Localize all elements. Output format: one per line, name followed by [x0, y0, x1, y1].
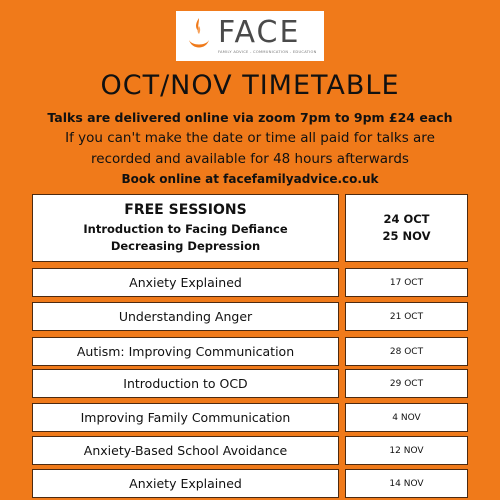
session-name: Anxiety-Based School Avoidance — [32, 436, 339, 465]
session-date: 29 OCT — [345, 369, 468, 398]
free-sessions-dates — [345, 194, 468, 262]
recording-info-line1: If you can't make the date or time all paid for talks are — [65, 130, 435, 146]
logo-tagline: FAMILY ADVICE - COMMUNICATION - EDUCATION — [218, 50, 317, 54]
logo-word: FACE — [218, 15, 301, 50]
free-sessions-box — [32, 194, 339, 262]
free-session-date: 25 NOV — [382, 229, 431, 243]
free-session-title: Introduction to Facing Defiance — [83, 221, 288, 236]
free-session-date: 24 OCT — [383, 212, 430, 226]
booking-link[interactable]: Book online at facefamilyadvice.co.uk — [121, 172, 379, 186]
session-name: Anxiety Explained — [32, 268, 339, 297]
session-date: 21 OCT — [345, 302, 468, 331]
session-name: Anxiety Explained — [32, 469, 339, 498]
page-title: OCT/NOV TIMETABLE — [100, 70, 400, 101]
flame-smile-icon — [184, 14, 214, 58]
session-date: 12 NOV — [345, 436, 468, 465]
session-name: Improving Family Communication — [32, 403, 339, 432]
session-name: Introduction to OCD — [32, 369, 339, 398]
recording-info-line2: recorded and available for 48 hours afterwards — [91, 151, 409, 167]
delivery-info: Talks are delivered online via zoom 7pm to 9pm £24 each — [47, 110, 453, 125]
session-date: 4 NOV — [345, 403, 468, 432]
free-sessions-heading: FREE SESSIONS — [124, 201, 247, 218]
session-date: 14 NOV — [345, 469, 468, 498]
session-name: Autism: Improving Communication — [32, 337, 339, 366]
session-name: Understanding Anger — [32, 302, 339, 331]
free-session-title: Decreasing Depression — [110, 238, 261, 253]
session-date: 17 OCT — [345, 268, 468, 297]
session-date: 28 OCT — [345, 337, 468, 366]
face-logo — [176, 11, 324, 61]
